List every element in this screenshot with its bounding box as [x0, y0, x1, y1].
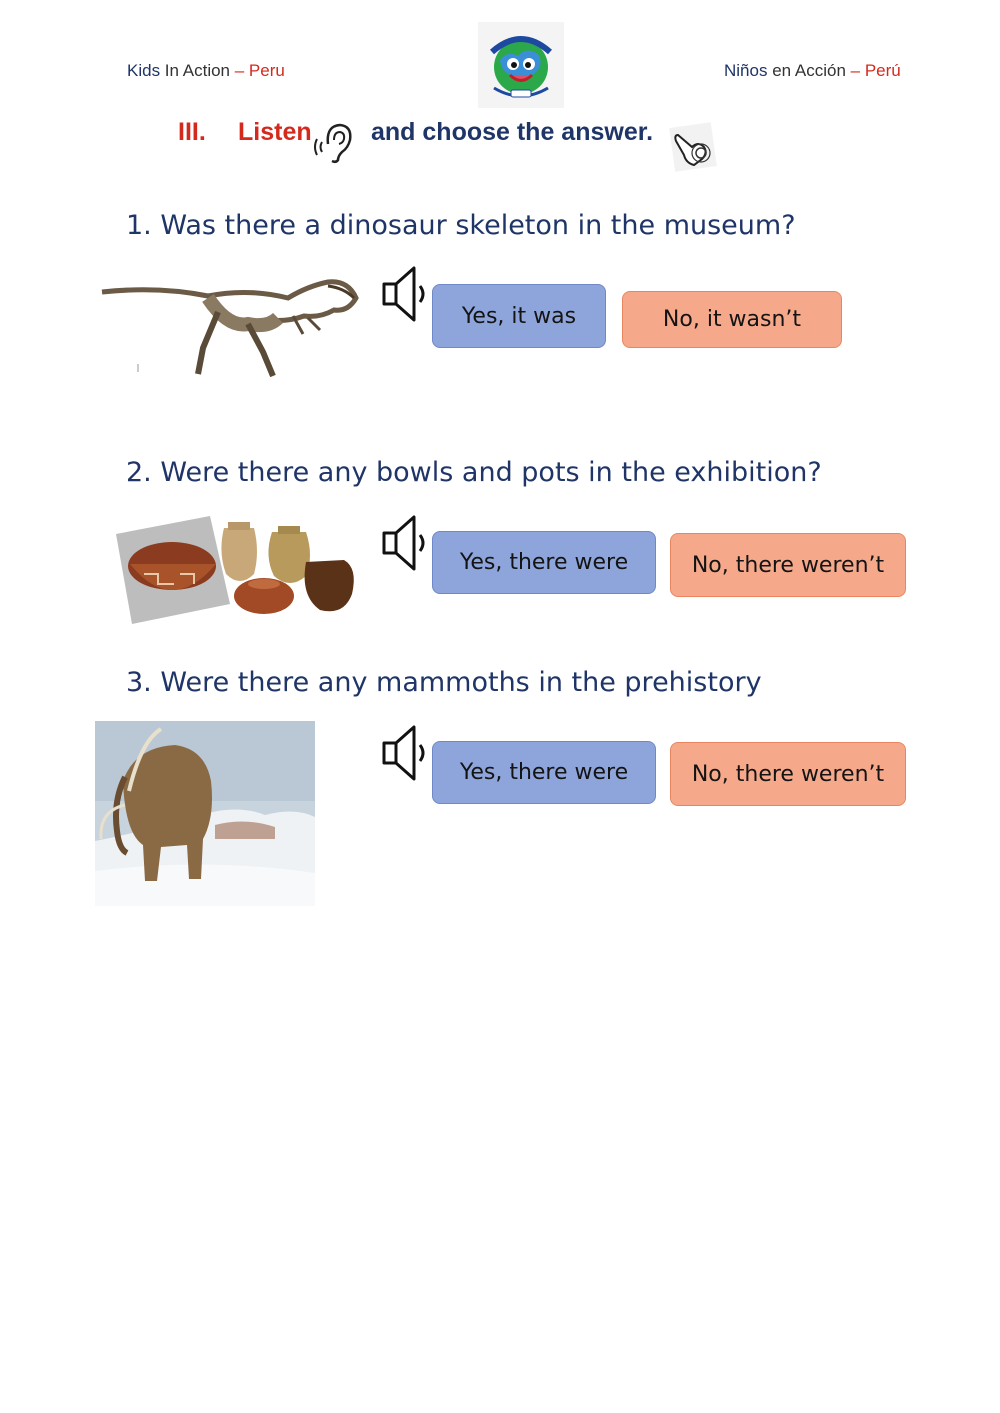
answer-yes-2[interactable]: Yes, there were — [432, 531, 656, 594]
instruction-text: and choose the answer. — [371, 118, 654, 146]
answer-yes-1[interactable]: Yes, it was — [432, 284, 606, 348]
instruction-number: III. — [178, 118, 206, 146]
speaker-icon[interactable] — [380, 513, 432, 573]
answer-yes-3[interactable]: Yes, there were — [432, 741, 656, 804]
mammoth-image — [95, 721, 315, 906]
speaker-icon[interactable] — [380, 723, 432, 783]
question-1: 1. Was there a dinosaur skeleton in the museum? — [126, 210, 796, 241]
answer-no-1[interactable]: No, it wasn’t — [622, 291, 842, 348]
speaker-icon[interactable] — [380, 264, 432, 324]
question-3: 3. Were there any mammoths in the prehistory — [126, 667, 762, 698]
instruction-listen: Listen — [238, 118, 312, 146]
kids-in-action-logo — [478, 22, 564, 108]
question-2: 2. Were there any bowls and pots in the exhibition? — [126, 457, 822, 488]
header-left: Kids In Action – Peru — [127, 61, 285, 80]
dinosaur-skeleton-image — [98, 268, 362, 400]
answer-no-2[interactable]: No, there weren’t — [670, 533, 906, 597]
bowls-and-pots-image — [114, 512, 366, 628]
pointing-hand-icon — [668, 121, 718, 173]
answer-no-3[interactable]: No, there weren’t — [670, 742, 906, 806]
header-right: Niños en Acción – Perú — [724, 61, 901, 80]
ear-icon — [314, 120, 356, 164]
